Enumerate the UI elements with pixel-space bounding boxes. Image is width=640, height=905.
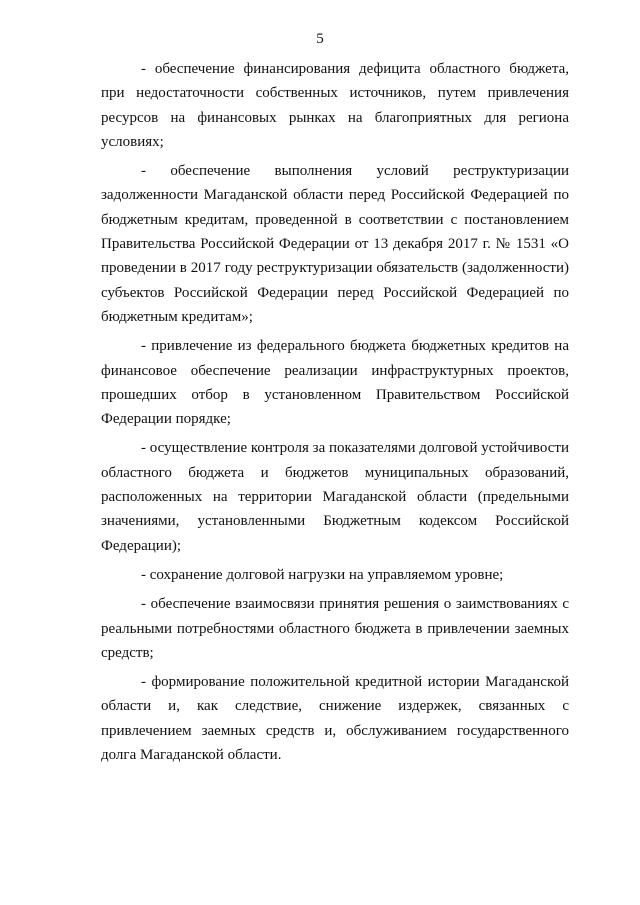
paragraph-restructuring-conditions: - обеспечение выполнения условий реструктуризации задолженности Магаданской области перед Российской Федерацией по бюджетным кредитам, проведенной в соответствии с постановлением Правительства Российской Федерации от 13 декабря 2017 г. № 1531 «О проведении в 2017 году реструктуризации обязательств (задолженности) субъектов Российской Федерации перед Российской Федерацией по бюджетным кредитам»; <box>101 163 569 325</box>
paragraph-borrowing-needs: - обеспечение взаимосвязи принятия решения о заимствованиях с реальными потребностями областного бюджета в привлечении заемных средств; <box>101 596 569 661</box>
document-body <box>101 57 569 772</box>
paragraph-credit-history: - формирование положительной кредитной истории Магаданской области и, как следствие, снижение издержек, связанных с привлечением заемных средств и, обслуживанием государственного долга Магаданской области. <box>101 674 569 764</box>
paragraph-debt-sustainability-control: - осуществление контроля за показателями долговой устойчивости областного бюджета и бюджетов муниципальных образований, расположенных на территории Магаданской области (предельными значениями, установленными Бюджетным кодексом Российской Федерации); <box>101 440 569 554</box>
page-number: 5 <box>316 31 324 47</box>
paragraph-federal-budget-loans: - привлечение из федерального бюджета бюджетных кредитов на финансовое обеспечение реализации инфраструктурных проектов, прошедших отбор в установленном Правительством Российской Федерации порядке; <box>101 338 569 428</box>
paragraph-deficit-financing: - обеспечение финансирования дефицита областного бюджета, при недостаточности собственных источников, путем привлечения ресурсов на финансовых рынках на благоприятных для региона условиях; <box>101 61 569 150</box>
paragraph-debt-load: - сохранение долговой нагрузки на управляемом уровне; <box>141 566 504 583</box>
